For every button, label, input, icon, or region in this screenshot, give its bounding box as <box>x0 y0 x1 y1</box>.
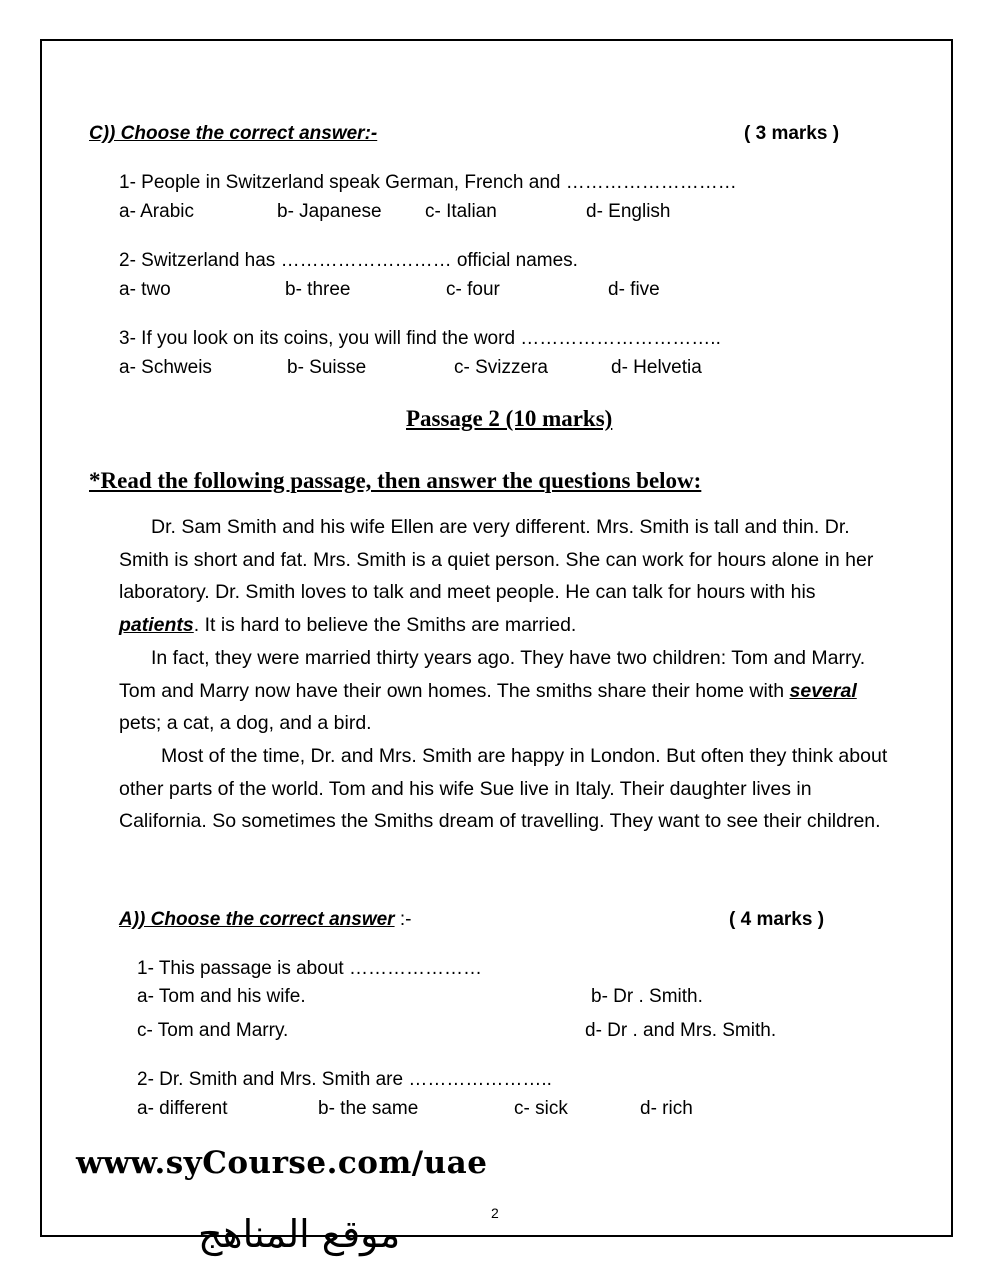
p2-text-a: In fact, they were married thirty years ago. They have two children: Tom and Marry. Tom and Marry now have their own homes. The smiths share their home with <box>119 646 866 702</box>
q3-option-c: c- Svizzera <box>454 357 548 378</box>
q3-option-d: d- Helvetia <box>611 357 702 378</box>
a-q1-option-a: a- Tom and his wife. <box>137 986 306 1007</box>
passage-instruction: *Read the following passage, then answer the questions below: <box>89 468 702 493</box>
a-q1-option-c: c- Tom and Marry. <box>137 1020 289 1041</box>
section-a-heading-line <box>119 909 411 931</box>
a-question-2: 2- Dr. Smith and Mrs. Smith are ………………….. <box>137 1069 552 1090</box>
q1-option-a: a- Arabic <box>119 201 194 222</box>
keyword-patients: patients <box>119 614 194 637</box>
question-2: 2- Switzerland has ……………………… official names. <box>119 250 578 271</box>
q1-option-b: b- Japanese <box>277 201 382 222</box>
section-a-heading-suffix: :- <box>394 909 412 930</box>
p2-text-b: pets; a cat, a dog, and a bird. <box>119 712 372 735</box>
a-question-1: 1- This passage is about ………………… <box>137 958 482 979</box>
p1-text-a: Dr. Sam Smith and his wife Ellen are very different. Mrs. Smith is tall and thin. Dr. Smith is short and fat. Mrs. Smith is a quiet person. She can work for hours alone in her laboratory. Dr. Smith loves to talk and meet people. He can talk for hours with his <box>119 516 874 604</box>
a-q2-option-d: d- rich <box>640 1098 693 1119</box>
q1-option-d: d- English <box>586 201 671 222</box>
q3-option-b: b- Suisse <box>287 357 367 378</box>
a-q1-option-b: b- Dr . Smith. <box>591 986 703 1007</box>
q2-option-b: b- three <box>285 279 351 300</box>
section-c-heading: C)) Choose the correct answer:- <box>89 123 378 144</box>
q3-option-a: a- Schweis <box>119 357 212 378</box>
section-c-marks: ( 3 marks ) <box>744 123 840 144</box>
question-1: 1- People in Switzerland speak German, French and ……………………… <box>119 172 737 193</box>
section-a-heading: A)) Choose the correct answer <box>119 909 395 930</box>
passage-title: Passage 2 (10 marks) <box>406 406 613 431</box>
q2-option-a: a- two <box>119 279 171 300</box>
passage-paragraph-3: Most of the time, Dr. and Mrs. Smith are happy in London. But often they think about other parts of the world. Tom and his wife Sue live in Italy. Their daughter lives in California. So sometimes the Smiths dream of travelling. They want to see their children. <box>119 744 888 833</box>
page-number: 2 <box>491 1205 499 1221</box>
a-q2-option-b: b- the same <box>318 1098 419 1119</box>
q1-option-c: c- Italian <box>425 201 497 222</box>
q2-option-c: c- four <box>446 279 500 300</box>
passage-text <box>119 511 899 838</box>
a-q2-option-a: a- different <box>137 1098 228 1119</box>
a-q1-option-d: d- Dr . and Mrs. Smith. <box>585 1020 777 1041</box>
arabic-logo: موقع المناهج <box>198 1212 401 1256</box>
question-3: 3- If you look on its coins, you will find the word ………………………….. <box>119 328 721 349</box>
section-a-marks: ( 4 marks ) <box>729 909 825 930</box>
passage-paragraph-1 <box>119 511 899 642</box>
a-q2-option-c: c- sick <box>514 1098 568 1119</box>
keyword-several: several <box>789 679 857 702</box>
p1-text-b: . It is hard to believe the Smiths are married. <box>193 614 577 637</box>
q2-option-d: d- five <box>608 279 660 300</box>
passage-paragraph-2 <box>119 642 899 740</box>
watermark-url: www.syCourse.com/uae <box>76 1145 488 1181</box>
